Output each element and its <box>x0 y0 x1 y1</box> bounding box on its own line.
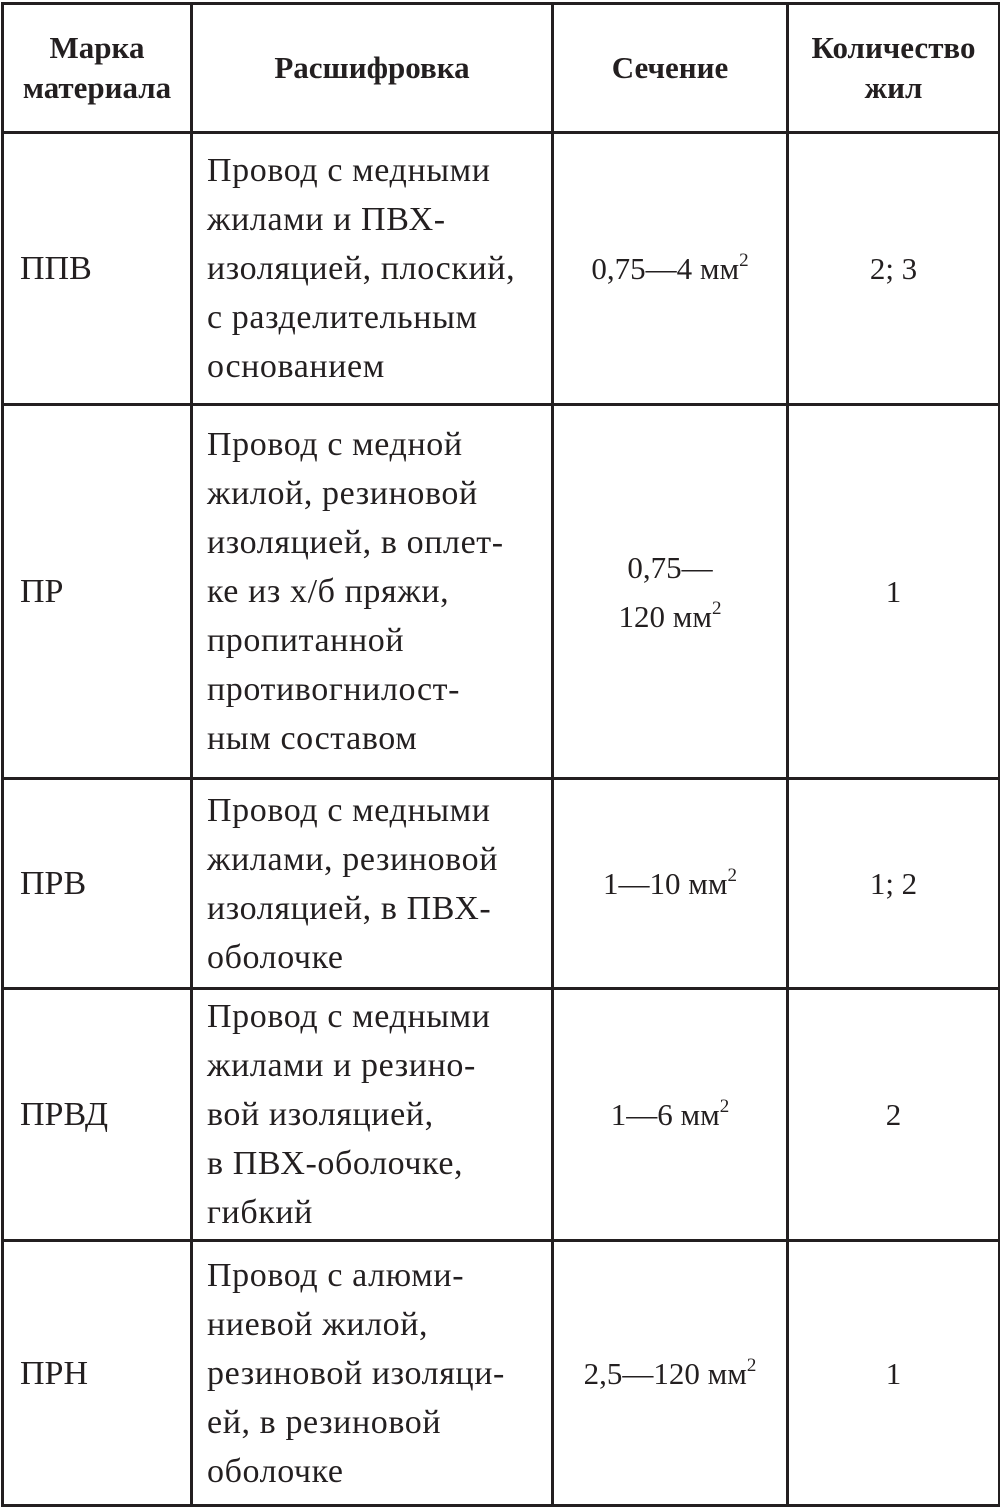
description-cell: Провод с медными жилами и резино- вой изоляцией, в ПВХ-оболочке, гибкий <box>192 989 553 1241</box>
cores-cell: 1 <box>788 1241 1000 1506</box>
header-row <box>3 4 1000 133</box>
cores-cell: 1; 2 <box>788 779 1000 989</box>
section-value: 2,5—120 мм <box>583 1355 747 1391</box>
description-cell: Провод с медными жилами, резиновой изоляцией, в ПВХ- оболочке <box>192 779 553 989</box>
header-section: Сечение <box>553 4 788 133</box>
section-value: 1—6 мм <box>610 1097 720 1132</box>
cores-cell: 2 <box>788 989 1000 1241</box>
header-description: Расшифровка <box>192 4 553 133</box>
section-value: 0,75—4 мм <box>591 251 740 286</box>
unit-superscript: 2 <box>719 1096 730 1117</box>
cores-cell: 1 <box>788 405 1000 779</box>
unit-superscript: 2 <box>727 865 737 886</box>
brand-cell: ППВ <box>3 133 192 405</box>
header-brand: Марка материала <box>3 4 192 133</box>
brand-cell: ПРВ <box>3 779 192 989</box>
section-cell <box>553 1241 788 1506</box>
unit-superscript: 2 <box>711 597 722 619</box>
section-cell <box>553 405 788 779</box>
brand-cell: ПРВД <box>3 989 192 1241</box>
description-cell: Провод с медными жилами и ПВХ- изоляцией, плоский, с разделительным основанием <box>192 133 553 405</box>
table-row <box>3 405 1000 779</box>
table-row <box>3 989 1000 1241</box>
unit-superscript: 2 <box>746 1354 757 1376</box>
header-cores: Количество жил <box>788 4 1000 133</box>
table-row <box>3 133 1000 405</box>
table-row <box>3 779 1000 989</box>
section-cell <box>553 133 788 405</box>
table-row <box>3 1241 1000 1506</box>
description-cell: Провод с медной жилой, резиновой изоляцией, в оплет- ке из х/б пряжи, пропитанной противогнилост- ным составом <box>192 405 553 779</box>
section-value: 0,75— 120 мм <box>618 549 713 634</box>
cores-cell: 2; 3 <box>788 133 1000 405</box>
description-cell: Провод с алюми- ниевой жилой, резиновой изоляци- ей, в резиновой оболочке <box>192 1241 553 1506</box>
section-cell <box>553 989 788 1241</box>
unit-superscript: 2 <box>739 250 749 271</box>
section-value: 1—10 мм <box>603 866 728 901</box>
brand-cell: ПР <box>3 405 192 779</box>
section-cell <box>553 779 788 989</box>
wire-brands-table <box>1 2 1000 1507</box>
brand-cell: ПРН <box>3 1241 192 1506</box>
